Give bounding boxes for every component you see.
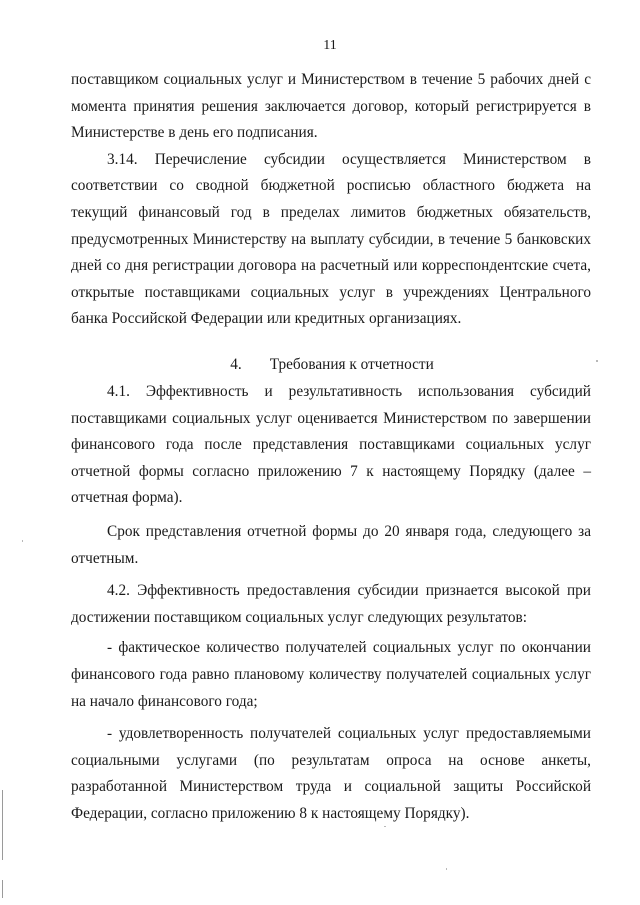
scan-edge-mark bbox=[2, 790, 3, 860]
scan-speck bbox=[22, 540, 23, 542]
paragraph-contract: поставщиком социальных услуг и Министерством в течение 5 рабочих дней с момента принятия решения заключается договор, который регистрируется в Министерстве в день его подписания. bbox=[71, 71, 591, 142]
paragraph-3-14: 3.14. Перечисление субсидии осуществляется Министерством в соответствии со сводной бюджетной росписью областного бюджета на текущий финансовый год в пределах лимитов бюджетных обязательств, предусмотренных Министерству на выплату субсидии, в течение 5 банковских дней со дня регистрации договора на расчетный или корреспондентские счета, открытые поставщиками социальных услуг в учреждениях Центрального банка Российской Федерации или кредитных организациях. bbox=[71, 150, 591, 328]
scan-speck bbox=[446, 868, 447, 870]
paragraph-result-1: - фактическое количество получателей социальных услуг по окончании финансового года равно плановому количеству получателей социальных услуг на начало финансового года; bbox=[71, 639, 591, 710]
section-4-title: Требования к отчетности bbox=[269, 356, 434, 373]
section-4-body bbox=[71, 379, 591, 828]
scan-speck bbox=[596, 360, 598, 362]
scan-edge-mark bbox=[2, 880, 3, 898]
scan-speck bbox=[384, 826, 386, 827]
section-4-heading bbox=[0, 352, 640, 379]
paragraph-4-2: 4.2. Эффективность предоставления субсидии признается высокой при достижении поставщиком социальных услуг следующих результатов: bbox=[71, 582, 591, 626]
section-3-continuation bbox=[71, 67, 591, 333]
page-number: 11 bbox=[323, 38, 337, 53]
paragraph-result-2: - удовлетворенность получателей социальных услуг предоставляемыми социальными услугами (по результатам опроса на основе анкеты, разработанной Министерством труда и социальной защиты Российской Федерации, согласно приложению 8 к настоящему Порядку). bbox=[71, 725, 591, 822]
paragraph-4-1: 4.1. Эффективность и результативность использования субсидий поставщиками социальных услуг оценивается Министерством по завершении финансового года после представления поставщиками социальных услуг отчетной формы согласно приложению 7 к настоящему Порядку (далее – отчетная форма). bbox=[71, 383, 591, 507]
section-4-number: 4. bbox=[230, 356, 242, 373]
paragraph-deadline: Срок представления отчетной формы до 20 января года, следующего за отчетным. bbox=[71, 522, 591, 567]
